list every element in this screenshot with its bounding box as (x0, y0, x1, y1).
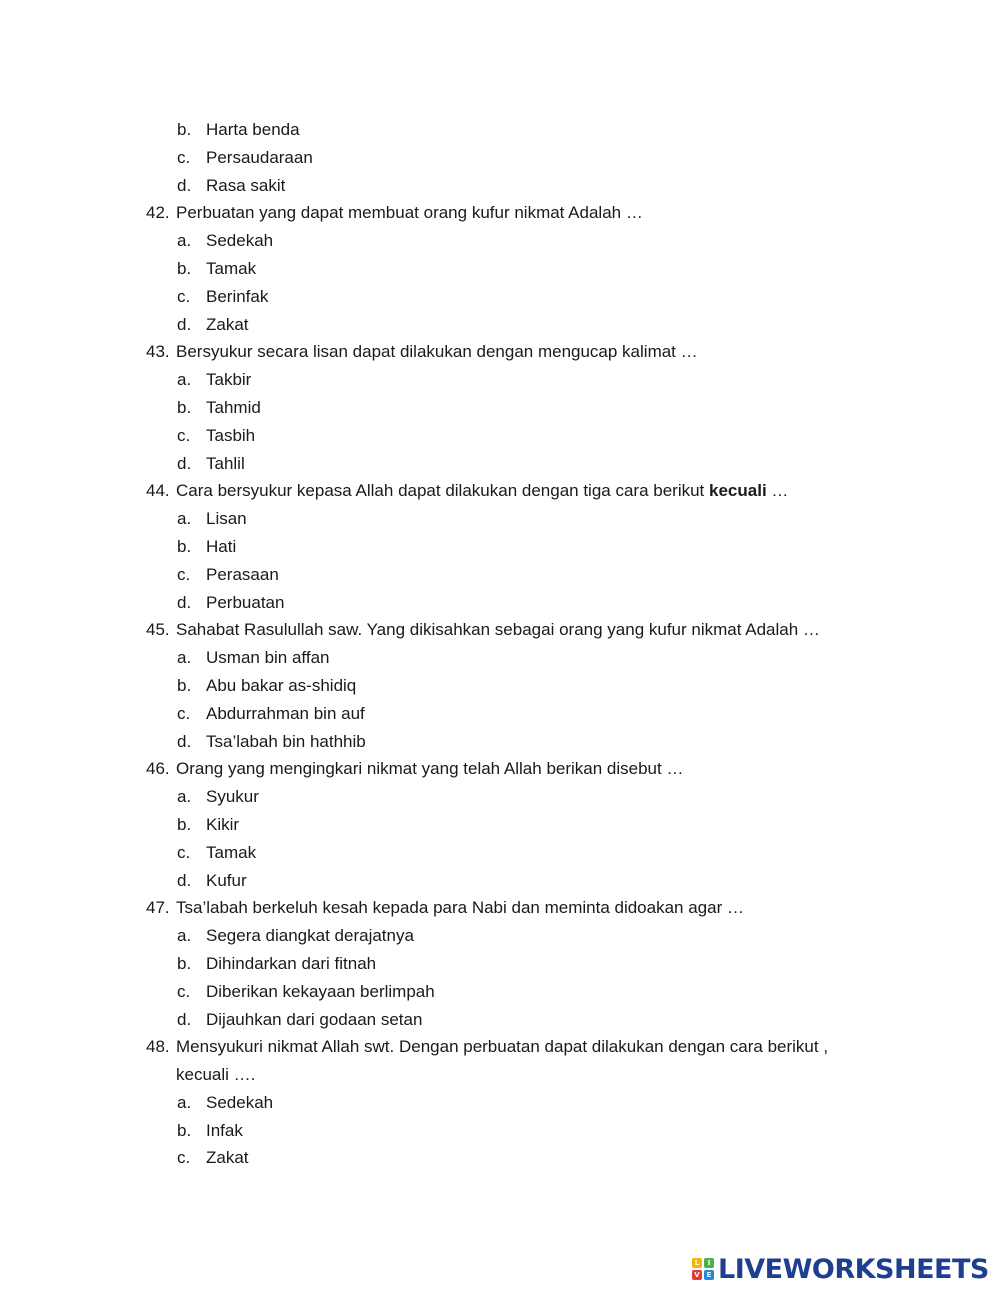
logo-tile-i: I (704, 1258, 714, 1268)
option-letter: b. (177, 120, 192, 139)
option-text: Tamak (206, 842, 257, 862)
option-text: Kufur (206, 870, 247, 890)
question-line (0, 477, 1000, 505)
option-letter: c. (177, 1148, 191, 1168)
option-text: Abu bakar as-shidiq (206, 675, 357, 695)
option-text: Perbuatan (206, 592, 285, 612)
option-letter: b. (177, 258, 192, 278)
answer-option (0, 922, 1000, 950)
question-text (176, 477, 788, 505)
option-text: Infak (206, 1120, 243, 1140)
option-letter: c. (177, 286, 191, 306)
answer-option (0, 283, 1000, 311)
option-letter: d. (177, 453, 192, 473)
option-letter: a. (177, 926, 192, 946)
answer-option (0, 227, 1000, 255)
option-text: Persaudaraan (206, 147, 313, 167)
option-letter: d. (177, 731, 192, 751)
question-text (176, 1033, 828, 1061)
answer-option (0, 644, 1000, 672)
option-letter: d. (177, 1009, 192, 1029)
option-letter: b. (177, 1120, 192, 1140)
question-text-tail: … (766, 481, 789, 501)
question-number: 43. (146, 342, 170, 362)
liveworksheets-logo-text: LIVEWORKSHEETS (718, 1253, 989, 1285)
option-text: Harta benda (206, 120, 300, 139)
answer-option (0, 394, 1000, 422)
question-text (176, 755, 683, 783)
liveworksheets-logo (692, 1254, 989, 1284)
answer-option (0, 533, 1000, 561)
answer-option (0, 728, 1000, 756)
option-text: Tahlil (206, 453, 245, 473)
answer-option (0, 867, 1000, 895)
option-text: Tamak (206, 258, 257, 278)
answer-option (0, 450, 1000, 478)
answer-option (0, 1144, 1000, 1172)
question-text (176, 616, 820, 644)
option-text: Perasaan (206, 564, 279, 584)
question-text (176, 338, 698, 366)
option-letter: a. (177, 648, 192, 668)
option-text: Kikir (206, 814, 240, 834)
option-letter: d. (177, 314, 192, 334)
question-text-main: Orang yang mengingkari nikmat yang telah Allah berikan disebut … (176, 759, 684, 779)
option-letter: b. (177, 536, 192, 556)
question-line (0, 894, 1000, 922)
answer-option (0, 811, 1000, 839)
option-text: Tahmid (206, 397, 261, 417)
answer-option (0, 700, 1000, 728)
option-text: Zakat (206, 1148, 249, 1168)
option-letter: d. (177, 175, 192, 195)
option-letter: a. (177, 787, 192, 807)
option-letter: d. (177, 592, 192, 612)
option-text: Lisan (206, 509, 247, 529)
question-line (0, 755, 1000, 783)
option-letter: c. (177, 981, 191, 1001)
option-letter: c. (177, 703, 191, 723)
question-line (0, 338, 1000, 366)
answer-option (0, 255, 1000, 283)
answer-option (0, 672, 1000, 700)
logo-tile-e: E (704, 1270, 714, 1280)
answer-option (0, 839, 1000, 867)
question-text-main: Mensyukuri nikmat Allah swt. Dengan perbuatan dapat dilakukan dengan cara berikut , (176, 1037, 829, 1057)
answer-option (0, 1089, 1000, 1117)
question-text-main: Tsa’labah berkeluh kesah kepada para Nabi dan meminta didoakan agar … (176, 898, 744, 918)
option-letter: b. (177, 397, 192, 417)
answer-option (0, 172, 1000, 200)
option-letter: a. (177, 370, 192, 390)
question-text-main: Perbuatan yang dapat membuat orang kufur nikmat Adalah … (176, 203, 643, 223)
answer-option (0, 144, 1000, 172)
option-text: Rasa sakit (206, 175, 286, 195)
question-emphasis: kecuali (709, 481, 767, 501)
answer-option (0, 116, 1000, 144)
question-number: 47. (146, 898, 170, 918)
option-text: Tasbih (206, 425, 256, 445)
question-text (176, 894, 744, 922)
question-text-main: Sahabat Rasulullah saw. Yang dikisahkan sebagai orang yang kufur nikmat Adalah … (176, 620, 820, 640)
option-text: Sedekah (206, 1092, 274, 1112)
question-continuation (0, 1061, 1000, 1089)
option-text: Abdurrahman bin auf (206, 703, 365, 723)
option-letter: c. (177, 564, 191, 584)
question-number: 45. (146, 620, 170, 640)
worksheet-content (0, 116, 1000, 1172)
question-text-main: Bersyukur secara lisan dapat dilakukan dengan mengucap kalimat … (176, 342, 698, 362)
option-letter: b. (177, 953, 192, 973)
answer-option (0, 1006, 1000, 1034)
question-text: kecuali …. (176, 1065, 256, 1085)
option-letter: a. (177, 231, 192, 251)
answer-option (0, 589, 1000, 617)
question-text (176, 199, 643, 227)
answer-option (0, 950, 1000, 978)
option-text: Diberikan kekayaan berlimpah (206, 981, 435, 1001)
question-number: 42. (146, 203, 170, 223)
option-text: Dihindarkan dari fitnah (206, 953, 377, 973)
logo-tile-v: V (692, 1270, 702, 1280)
liveworksheets-logo-icon (692, 1258, 714, 1280)
question-number: 44. (146, 481, 170, 501)
answer-option (0, 1117, 1000, 1145)
question-number: 46. (146, 759, 170, 779)
question-line (0, 1033, 1000, 1061)
answer-option (0, 366, 1000, 394)
option-text: Sedekah (206, 231, 274, 251)
question-line (0, 199, 1000, 227)
option-text: Zakat (206, 314, 249, 334)
answer-option (0, 422, 1000, 450)
option-letter: a. (177, 509, 192, 529)
option-text: Syukur (206, 787, 259, 807)
option-letter: a. (177, 1092, 192, 1112)
logo-tile-l: L (692, 1258, 702, 1268)
option-text: Hati (206, 536, 237, 556)
question-line (0, 616, 1000, 644)
answer-option (0, 505, 1000, 533)
option-text: Dijauhkan dari godaan setan (206, 1009, 423, 1029)
question-text-main: Cara bersyukur kepasa Allah dapat dilakukan dengan tiga cara berikut (176, 481, 710, 501)
answer-option (0, 561, 1000, 589)
option-text: Takbir (206, 370, 252, 390)
option-text: Usman bin affan (206, 648, 330, 668)
option-letter: c. (177, 425, 191, 445)
answer-option (0, 311, 1000, 339)
option-text: Berinfak (206, 286, 269, 306)
option-letter: d. (177, 870, 192, 890)
question-number: 48. (146, 1037, 170, 1057)
option-text: Tsa’labah bin hathhib (206, 731, 366, 751)
option-letter: c. (177, 842, 191, 862)
option-text: Segera diangkat derajatnya (206, 926, 414, 946)
option-letter: b. (177, 814, 192, 834)
answer-option (0, 978, 1000, 1006)
answer-option (0, 783, 1000, 811)
option-letter: b. (177, 675, 192, 695)
option-letter: c. (177, 147, 191, 167)
